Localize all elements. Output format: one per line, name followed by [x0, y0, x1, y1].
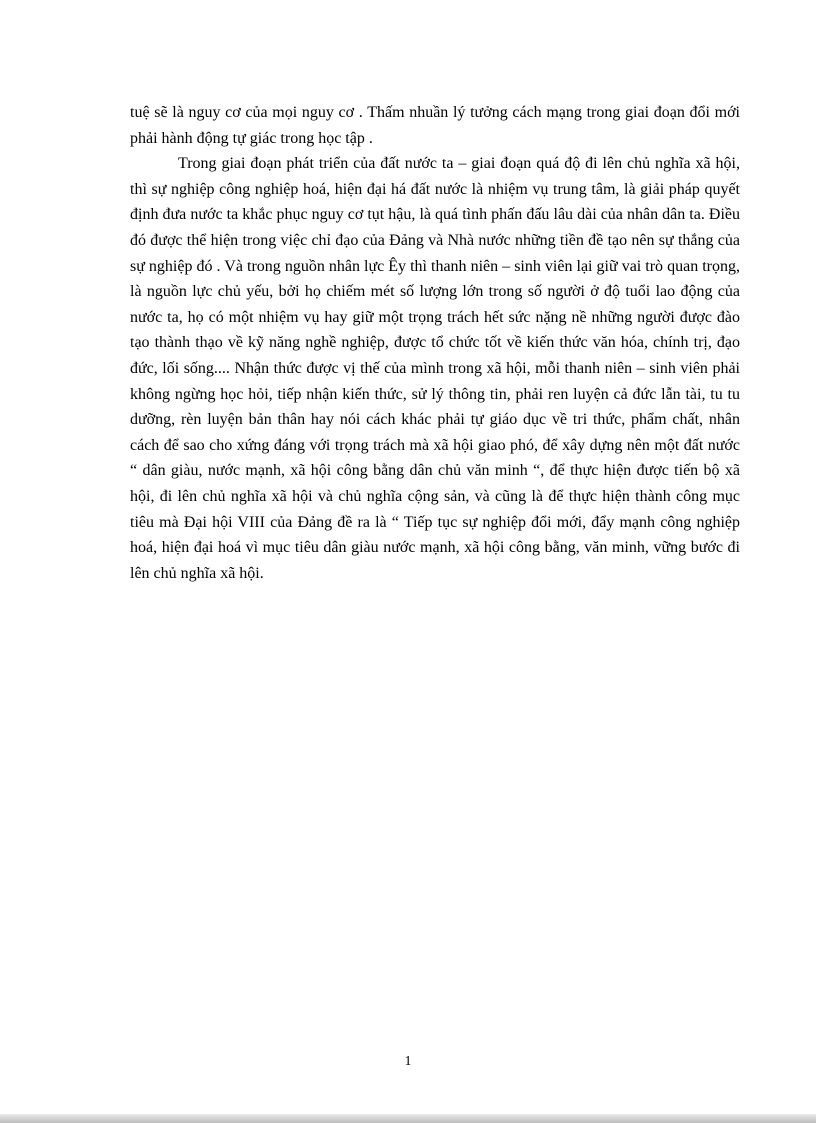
page-number: 1 [404, 1054, 412, 1069]
paragraph-main: Trong giai đoạn phát triển của đất nước ta – giai đoạn quá độ đi lên chủ nghĩa xã hội, thì sự nghiệp công nghiệp hoá, hiện đại há đất nước là nhiệm vụ trung tâm, là giải pháp quyết định đưa nước ta khắc phục nguy cơ tụt hậu, là quá tình phấn đấu lâu dài của nhân dân ta. Điều đó được thể hiện trong việc chỉ đạo của Đảng và Nhà nước những tiền đề tạo nên sự thắng của sự nghiệp đó . Và trong nguồn nhân lực Êy thì thanh niên – sinh viên lại giữ vai trò quan trọng, là nguồn lực chủ yếu, bởi họ chiếm mét số lượng lớn trong số người ở độ tuổi lao động của nước ta, họ có một nhiệm vụ hay giữ một trọng trách hết sức nặng nề những người được đào tạo thành thạo về kỹ năng nghề nghiệp, được tổ chức tốt về kiến thức văn hóa, chính trị, đạo đức, lối sống.... Nhận thức được vị thế của mình trong xã hội, mỗi thanh niên – sinh viên phải không ngừng học hỏi, tiếp nhận kiến thức, sử lý thông tin, phải ren luyện cả đức lẫn tài, tu tu dưỡng, rèn luyện bản thân hay nói cách khác phải tự giáo dục về tri thức, phẩm chất, nhân cách để sao cho xứng đáng với trọng trách mà xã hội giao phó, để xây dựng nên một đất nước “ dân giàu, nước mạnh, xã hội công bằng dân chủ văn minh “, để thực hiện được tiến bộ xã hội, đi lên chủ nghĩa xã hội và chủ nghĩa cộng sản, và cũng là để thực hiện thành công mục tiêu mà Đại hội VIII của Đảng đề ra là “ Tiếp tục sự nghiệp đổi mới, đẩy mạnh công nghiệp hoá, hiện đại hoá vì mục tiêu dân giàu nước mạnh, xã hội công bằng, văn minh, vững bước đi lên chủ nghĩa xã hội. [130, 155, 740, 582]
paragraph-continuation: tuệ sẽ là nguy cơ của mọi nguy cơ . Thấm nhuần lý tưởng cách mạng trong giai đoạn đổi mới phải hành động tự giác trong học tập . [130, 104, 740, 147]
page-bottom-edge [0, 1114, 816, 1123]
body-text [130, 100, 740, 586]
